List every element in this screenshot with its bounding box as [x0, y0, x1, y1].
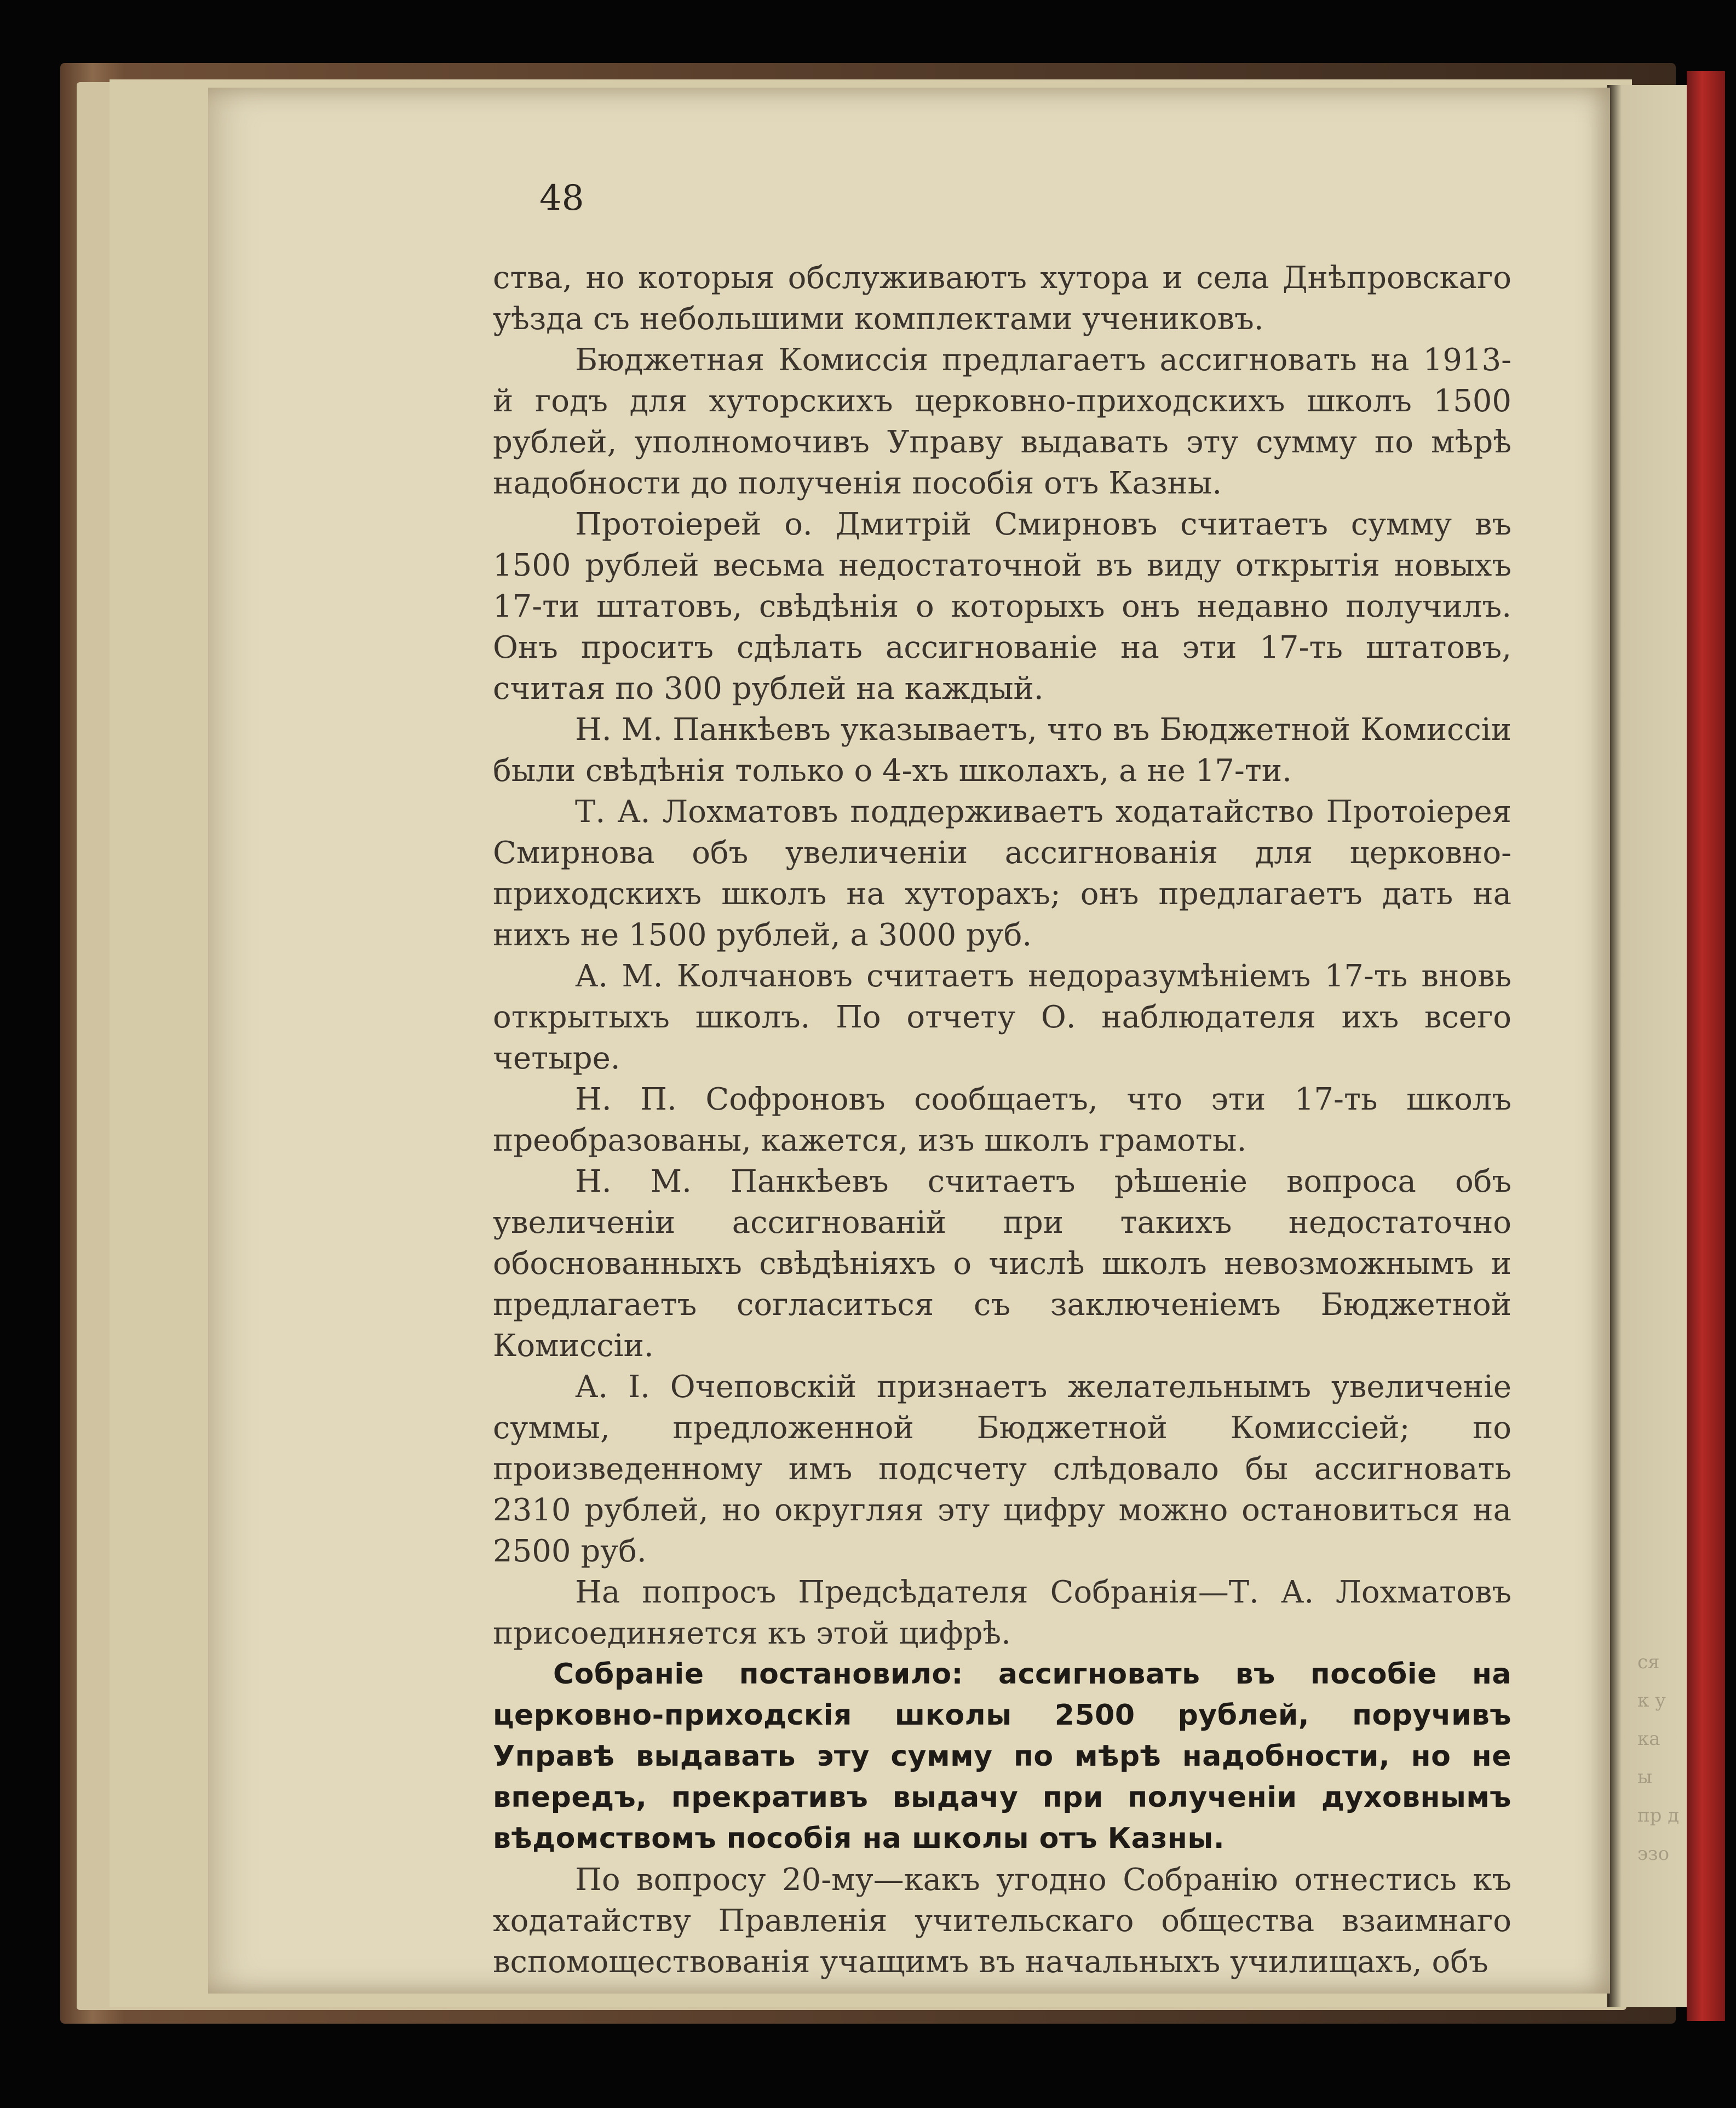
- paragraph-2: Протоіерей о. Дмитрій Смирновъ считаетъ сумму въ 1500 рублей весьма недостаточной въ виду открытія новыхъ 17-ти штатовъ, свѣдѣнія о которыхъ онъ недавно получилъ. Онъ проситъ сдѣлать ассигнованіе на эти 17-ть штатовъ, считая по 300 рублей на каждый.: [493, 507, 1511, 707]
- paragraph-0: ства, но которыя обслуживаютъ хутора и села Днѣпровскаго уѣзда съ небольшими комплектами учениковъ.: [493, 260, 1511, 337]
- page-number: 48: [539, 178, 584, 219]
- resolution-paragraph: Собраніе постановило: ассигновать въ пособіе на церковно-приходскія школы 2500 рублей, поручивъ Управѣ выдавать эту сумму по мѣрѣ надобности, но не впередъ, прекративъ выдачу при полученіи духовнымъ вѣдомствомъ пособія на школы отъ Казны.: [493, 1658, 1511, 1855]
- paragraph-7: Н. М. Панкѣевъ считаетъ рѣшеніе вопроса объ увеличеніи ассигнованій при такихъ недостаточно обоснованныхъ свѣдѣніяхъ о числѣ школъ невозможнымъ и предлагаетъ согласиться съ заключеніемъ Бюджетной Комиссіи.: [493, 1164, 1511, 1364]
- bleed-through-text: [1637, 1643, 1681, 1873]
- paragraph-8: А. І. Очеповскій признаетъ желательнымъ увеличеніе суммы, предложенной Бюджетной Комиссіей; по произведенному имъ подсчету слѣдовало бы ассигновать 2310 рублей, но округляя эту цифру можно остановиться на 2500 руб.: [493, 1369, 1511, 1569]
- paragraph-5: А. М. Колчановъ считаетъ недоразумѣніемъ 17-ть вновь открытыхъ школъ. По отчету О. наблюдателя ихъ всего четыре.: [493, 958, 1511, 1076]
- paragraph-4: Т. А. Лохматовъ поддерживаетъ ходатайство Протоіерея Смирнова объ увеличеніи ассигнованія для церковно-приходскихъ школъ на хуторахъ; онъ предлагаетъ дать на нихъ не 1500 рублей, а 3000 руб.: [493, 794, 1511, 953]
- bleed-line-3: ы: [1637, 1766, 1653, 1788]
- paragraph-6: Н. П. Софроновъ сообщаетъ, что эти 17-ть школъ преобразованы, кажется, изъ школъ грамоты.: [493, 1082, 1511, 1158]
- closing-paragraph: По вопросу 20-му—какъ угодно Собранію отнестись къ ходатайству Правленія учительскаго общества взаимнаго вспомоществованія учащимъ въ начальныхъ училищахъ, объ: [493, 1862, 1511, 1980]
- cover-red-cloth: [1687, 71, 1725, 2021]
- paragraph-9: На попросъ Предсѣдателя Собранія—Т. А. Лохматовъ присоединяется къ этой цифрѣ.: [493, 1575, 1511, 1651]
- bleed-line-1: к у: [1637, 1690, 1666, 1711]
- bleed-line-5: эзо: [1637, 1843, 1670, 1865]
- bleed-line-0: ся: [1637, 1651, 1660, 1673]
- bleed-line-2: ка: [1637, 1728, 1660, 1750]
- bleed-line-4: пр д: [1637, 1805, 1680, 1826]
- paragraph-3: Н. М. Панкѣевъ указываетъ, что въ Бюджетной Комиссіи были свѣдѣнія только о 4-хъ школахъ, а не 17-ти.: [493, 712, 1511, 789]
- paragraph-1: Бюджетная Комиссія предлагаетъ ассигновать на 1913-й годъ для хуторскихъ церковно-приходскихъ школъ 1500 рублей, уполномочивъ Управу выдавать эту сумму по мѣрѣ надобности до полученія пособія отъ Казны.: [493, 342, 1511, 501]
- body-text: [493, 257, 1511, 1983]
